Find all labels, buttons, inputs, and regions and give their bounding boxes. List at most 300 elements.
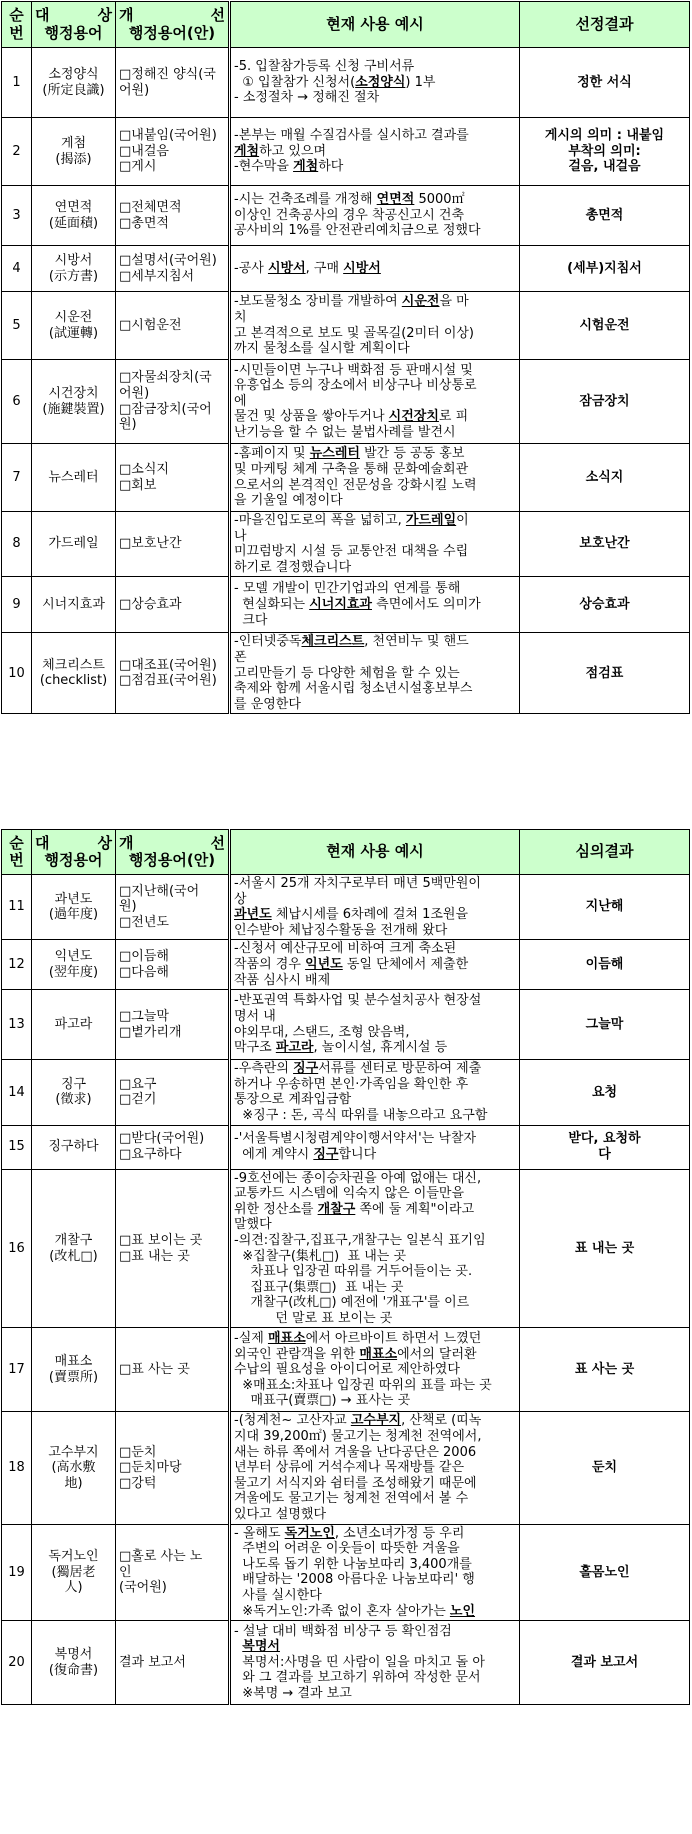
selection-result: 게시의 의미 : 내붙임 부착의 의미: 걸음, 내걸음 (520, 118, 690, 186)
selection-result: 이듬해 (520, 940, 690, 990)
usage-example-line (234, 1655, 516, 1671)
example-text: 에서의 달러환 (397, 1346, 477, 1362)
selection-result: 홀몸노인 (520, 1524, 690, 1621)
target-term-line: 연면적 (54, 199, 93, 215)
usage-example-line (234, 1445, 516, 1461)
target-term-line: 地) (64, 1475, 83, 1491)
usage-example (230, 1060, 520, 1125)
header-alt-line1: 개 선 (119, 833, 225, 852)
usage-example-line (234, 876, 516, 892)
row-number: 20 (2, 1621, 32, 1705)
target-term-line: 시운전 (54, 309, 93, 325)
example-text: ※복명 → 결과 보고 (234, 1686, 352, 1702)
table-row (2, 186, 690, 246)
example-text: 에게 계약시 (234, 1147, 314, 1163)
proposed-term (116, 118, 230, 186)
example-text: 복명서:사명을 띤 사람이 일을 마치고 돌 아 (234, 1654, 485, 1670)
usage-example-line (234, 1311, 516, 1327)
selection-result: 총면적 (520, 186, 690, 246)
example-text: 에 (234, 393, 247, 409)
example-text: - 모델 개발이 민간기업과의 연계를 통해 (234, 581, 461, 597)
target-term-line: 시건장치 (48, 385, 99, 401)
header-example: 현재 사용 예시 (230, 2, 520, 48)
target-term-line: 소정양식 (48, 66, 99, 82)
target-term-line: (試運轉) (48, 325, 99, 341)
row-number: 17 (2, 1328, 32, 1412)
header-term (32, 830, 116, 875)
example-text: 합니다 (338, 1147, 377, 1163)
header-term-line2: 행정용어 (44, 851, 103, 869)
usage-example (230, 577, 520, 633)
selection-result: 받다, 요청하 다 (520, 1125, 690, 1169)
target-term (32, 1621, 116, 1705)
example-text: 이 (456, 513, 469, 528)
example-text: 현실화되는 (234, 597, 310, 613)
proposed-term-line: □전년도 (119, 914, 169, 930)
proposed-term-line: □총면적 (119, 215, 169, 231)
term-table-1 (1, 1, 690, 714)
usage-example (230, 1125, 520, 1169)
proposed-term-line: □그늘막 (119, 1009, 169, 1025)
target-term-line: 고수부지 (48, 1444, 99, 1460)
proposed-term (116, 1060, 230, 1125)
table-row (2, 633, 690, 714)
proposed-term-line: 인 (119, 1564, 132, 1580)
example-text: -보도물청소 장비를 개발하여 (234, 294, 402, 310)
highlighted-term: 뉴스레터 (309, 446, 360, 462)
table-row (2, 360, 690, 444)
selection-result: 시험운전 (520, 292, 690, 360)
proposed-term (116, 1412, 230, 1524)
target-term-line: (checklist) (39, 673, 108, 689)
example-text: 발간 등 공동 홍보 (359, 446, 465, 462)
proposed-term-line: □대조표(국어원) (119, 657, 217, 673)
proposed-term-line: □보호난간 (119, 536, 182, 552)
usage-example (230, 118, 520, 186)
usage-example-line (234, 223, 516, 239)
proposed-term (116, 990, 230, 1060)
usage-example-line (234, 1378, 516, 1394)
target-term (32, 1169, 116, 1328)
target-term (32, 292, 116, 360)
table-row (2, 577, 690, 633)
usage-example (230, 1169, 520, 1328)
example-text: 년부터 상류에 거석수제나 목재방틀 같은 (234, 1460, 465, 1476)
proposed-term (116, 444, 230, 512)
example-text: 야외무대, 스탠드, 조형 앉음벽, (234, 1024, 410, 1040)
table-row (2, 48, 690, 118)
usage-example-line (234, 1061, 516, 1077)
table-row (2, 1524, 690, 1621)
proposed-term (116, 246, 230, 292)
example-text: 주변의 어려운 이웃들이 따뜻한 겨울을 (234, 1541, 460, 1557)
proposed-term-line: □게시 (119, 159, 157, 175)
usage-example-line (234, 1460, 516, 1476)
usage-example (230, 1621, 520, 1705)
selection-result: 점검표 (520, 633, 690, 714)
table-row (2, 292, 690, 360)
row-number: 7 (2, 444, 32, 512)
highlighted-term: 고수부지 (350, 1413, 402, 1429)
usage-example-line (234, 1639, 516, 1655)
usage-example-line (234, 128, 516, 144)
example-text: ① 입찰참가 신청서( (234, 74, 356, 90)
target-term-line: (賣票所) (48, 1369, 99, 1385)
target-term (32, 512, 116, 577)
example-text: 이상인 건축공사의 경우 착공신고시 건축 (234, 207, 465, 223)
header-row (2, 2, 690, 48)
header-term-line1: 대 상 (35, 6, 112, 25)
header-term-line1: 대 상 (35, 833, 112, 852)
usage-example-line (234, 1264, 516, 1280)
selection-result: 요청 (520, 1060, 690, 1125)
target-term-line: (改札□) (49, 1248, 98, 1264)
proposed-term-line: □잠금장치(국어 (119, 401, 212, 417)
highlighted-term: 시운전 (401, 294, 440, 310)
target-term-line: 익년도 (54, 949, 93, 965)
example-text: -마을진입도로의 폭을 넓히고, (234, 513, 406, 528)
proposed-term-line: □표 사는 곳 (119, 1362, 190, 1378)
selection-result: (세부)지침서 (520, 246, 690, 292)
table-row (2, 1328, 690, 1412)
example-text: 하거나 우송하면 본인·가족임을 확인한 후 (234, 1076, 469, 1092)
highlighted-term: 연면적 (376, 192, 415, 208)
highlighted-term: 소정양식 (355, 74, 406, 90)
proposed-term-line: □이듬해 (119, 949, 169, 965)
usage-example-line (234, 560, 516, 576)
example-text: 나 (234, 528, 247, 544)
target-term-line: 개찰구 (54, 1232, 93, 1248)
example-text: 고 본격적으로 보도 및 골목길(2미터 이상) (234, 325, 475, 341)
proposed-term-line: □받다(국어원) (119, 1131, 205, 1147)
usage-example-line (234, 1186, 516, 1202)
proposed-term-line: □둔치마당 (119, 1460, 182, 1476)
usage-example-line (234, 1588, 516, 1604)
example-text: ※징구 : 돈, 곡식 따위를 내놓으라고 요구함 (234, 1107, 488, 1123)
selection-result: 소식지 (520, 444, 690, 512)
example-text: 작품 심사시 배제 (234, 972, 331, 988)
proposed-term-line: □시험운전 (119, 317, 182, 333)
usage-example-line (234, 144, 516, 160)
proposed-term-line: □다음해 (119, 964, 169, 980)
usage-example-line (234, 697, 516, 713)
table-row (2, 512, 690, 577)
proposed-term-line: □내붙임(국어원) (119, 128, 217, 144)
proposed-term-line: □걷기 (119, 1092, 157, 1108)
proposed-term (116, 1328, 230, 1412)
table-row (2, 1412, 690, 1524)
proposed-term-line: 어원) (119, 82, 150, 98)
example-text: 상 (234, 891, 247, 907)
usage-example-line (234, 1295, 516, 1311)
usage-example (230, 292, 520, 360)
target-term-line: 매표소 (54, 1354, 93, 1370)
usage-example-line (234, 941, 516, 957)
header-term (32, 2, 116, 48)
example-text: 집표구(集票□) 표 내는 곳 (234, 1279, 404, 1295)
target-term-line: 과년도 (54, 891, 93, 907)
row-number: 6 (2, 360, 32, 444)
target-term (32, 990, 116, 1060)
usage-example-line (234, 192, 516, 208)
proposed-term-line: □홀로 사는 노 (119, 1549, 203, 1565)
example-text: 겨울에도 물고기는 청계천 전역에서 볼 수 (234, 1491, 469, 1507)
usage-example-line (234, 1347, 516, 1363)
example-text: -공사 (234, 260, 268, 276)
usage-example-line (234, 923, 516, 939)
highlighted-term: 시방서 (343, 260, 381, 276)
example-text: 물고기 서식지와 쉼터를 조성해왔기 때문에 (234, 1475, 477, 1491)
example-text: ※집찰구(集札□) 표 내는 곳 (234, 1248, 407, 1264)
header-alt-line2: 행정용어(안) (128, 23, 216, 42)
target-term-line: (獨居老 (51, 1564, 96, 1580)
selection-result: 상승효과 (520, 577, 690, 633)
highlighted-term: 노인 (449, 1603, 476, 1619)
highlighted-term: 파고라 (275, 1040, 314, 1056)
highlighted-term: 체크리스트 (301, 634, 365, 650)
usage-example-line (234, 1147, 516, 1163)
example-text: 로 피 (438, 409, 469, 425)
example-text: , 소년소녀가정 등 우리 (334, 1525, 465, 1541)
example-text: 을 기울일 예정이다 (234, 493, 343, 509)
example-text: 까지 물청소를 실시할 계획이다 (234, 341, 410, 357)
usage-example-line (234, 1670, 516, 1686)
proposed-term-line: □전체면적 (119, 199, 182, 215)
example-text: 매표구(賣票□) → 표사는 곳 (234, 1393, 411, 1409)
usage-example (230, 360, 520, 444)
highlighted-term: 과년도 (234, 907, 272, 923)
header-no: 순번 (2, 2, 32, 48)
header-alt (116, 2, 230, 48)
usage-example-line (234, 907, 516, 923)
usage-example-line (234, 394, 516, 410)
table-row (2, 1060, 690, 1125)
target-term (32, 360, 116, 444)
selection-result: 보호난간 (520, 512, 690, 577)
usage-example-line (234, 1108, 516, 1124)
proposed-term (116, 292, 230, 360)
usage-example-line (234, 1541, 516, 1557)
proposed-term-line: □표 보이는 곳 (119, 1232, 203, 1248)
proposed-term-line: □상승효과 (119, 597, 182, 613)
example-text: ※독거노인:가족 없이 혼자 살아가는 (234, 1603, 450, 1619)
target-term-line: 징구 (60, 1076, 87, 1092)
example-text: 막구조 (234, 1040, 276, 1056)
usage-example (230, 444, 520, 512)
usage-example-line (234, 378, 516, 394)
example-text: -홈페이지 및 (234, 446, 310, 462)
example-text: 크다 (234, 612, 268, 628)
table-row (2, 444, 690, 512)
term-table-2 (1, 829, 690, 1705)
usage-example-line (234, 446, 516, 462)
example-text: 난기능을 할 수 없는 불법사례를 발견시 (234, 424, 456, 440)
proposed-term (116, 48, 230, 118)
example-text: 미끄럼방지 시설 등 교통안전 대책을 수립 (234, 544, 469, 560)
proposed-term (116, 633, 230, 714)
row-number: 13 (2, 990, 32, 1060)
example-text: - 올해도 (234, 1525, 285, 1541)
target-term-line: 人) (64, 1580, 83, 1596)
proposed-term-line: □지난해(국어 (119, 883, 200, 899)
example-text: 에서 아르바이트 하면서 느꼈던 (305, 1330, 482, 1346)
target-term-line: (高水敷 (51, 1460, 96, 1476)
usage-example-line (234, 159, 516, 175)
usage-example (230, 990, 520, 1060)
example-text: 개찰구(改札□) 예전에 '개표구'를 이르 (234, 1295, 470, 1311)
selection-result: 그늘막 (520, 990, 690, 1060)
header-result: 심의결과 (520, 830, 690, 875)
usage-example-line (234, 1624, 516, 1640)
proposed-term-line: 원) (119, 417, 137, 433)
example-text: , 산책로 (띠녹 (401, 1413, 482, 1429)
example-text: 와 그 결과를 보고하기 위하여 작성한 문서 (234, 1670, 481, 1686)
usage-example (230, 1412, 520, 1524)
proposed-term (116, 940, 230, 990)
proposed-term-line: □설명서(국어원) (119, 252, 217, 268)
example-text: 을 마 (439, 294, 469, 310)
proposed-term-line: 어원) (119, 385, 150, 401)
selection-result: 결과 보고서 (520, 1621, 690, 1705)
row-number: 15 (2, 1125, 32, 1169)
example-text: 나도록 돕기 위한 나눔보따리 3,400개를 (234, 1556, 472, 1572)
row-number: 12 (2, 940, 32, 990)
usage-example-line (234, 1526, 516, 1542)
highlighted-term: 징구 (293, 1061, 319, 1077)
usage-example-line (234, 261, 516, 277)
usage-example-line (234, 1171, 516, 1187)
target-term (32, 1412, 116, 1524)
row-number: 8 (2, 512, 32, 577)
row-number: 1 (2, 48, 32, 118)
example-text: 배달하는 '2008 아름다운 나눔보따리' 행 (234, 1572, 475, 1588)
target-term-line: 파고라 (54, 1016, 93, 1032)
header-alt-line1: 개 선 (119, 6, 225, 25)
target-term-line: (揭添) (55, 151, 92, 167)
example-text: -인터넷중독 (234, 634, 302, 650)
proposed-term (116, 577, 230, 633)
target-term-line: (過年度) (48, 907, 99, 923)
example-text: -현수막을 (234, 159, 294, 175)
usage-example-line (234, 59, 516, 75)
example-text: 으로서의 본격적인 전문성을 강화시킬 노력 (234, 477, 477, 493)
usage-example-line (234, 462, 516, 478)
example-text: -본부는 매월 수질검사를 실시하고 결과를 (234, 128, 469, 144)
usage-example-line (234, 581, 516, 597)
usage-example (230, 186, 520, 246)
example-text: -시는 건축조례를 개정해 (234, 192, 377, 208)
selection-result: 표 사는 곳 (520, 1328, 690, 1412)
proposed-term-line: 원) (119, 899, 137, 915)
proposed-term-line: □내걸음 (119, 143, 169, 159)
example-text: 물건 및 상품을 쌓아두거나 (234, 409, 389, 425)
example-text: 사를 실시한다 (234, 1588, 322, 1603)
usage-example-line (234, 326, 516, 342)
header-term-line2: 행정용어 (44, 23, 103, 42)
usage-example-line (234, 1393, 516, 1409)
table-row (2, 1169, 690, 1328)
target-term-line: (復命書) (48, 1662, 99, 1678)
usage-example-line (234, 1280, 516, 1296)
example-text: 체납시세를 6차례에 걸쳐 1조원을 (271, 907, 469, 923)
target-term (32, 1125, 116, 1169)
target-term (32, 246, 116, 292)
header-alt (116, 830, 230, 875)
example-text: 수납의 필요성을 아이디어로 제안하였다 (234, 1362, 460, 1378)
target-term-line: (延面積) (48, 215, 99, 231)
usage-example-line (234, 650, 516, 666)
target-term-line: (翌年度) (48, 964, 99, 980)
header-row (2, 830, 690, 875)
usage-example-line (234, 1476, 516, 1492)
usage-example-line (234, 1413, 516, 1429)
example-text: 하고 있으며 (259, 143, 327, 159)
usage-example-line (234, 544, 516, 560)
example-text: -'서울특별시청렴계약이행서약서'는 낙찰자 (234, 1131, 477, 1147)
proposed-term-line: □요구 (119, 1076, 157, 1092)
example-text: -우측란의 (234, 1061, 294, 1077)
usage-example-line (234, 1040, 516, 1056)
header-example: 현재 사용 예시 (230, 830, 520, 875)
header-alt-line2: 행정용어(안) (128, 851, 216, 869)
proposed-term-line: □표 내는 곳 (119, 1248, 190, 1264)
example-text: 작품의 경우 (234, 956, 306, 972)
table-row (2, 1125, 690, 1169)
highlighted-term: 시너지효과 (309, 597, 372, 613)
example-text: 위한 정산소를 (234, 1201, 318, 1217)
proposed-term (116, 1621, 230, 1705)
usage-example-line (234, 409, 516, 425)
usage-example (230, 1328, 520, 1412)
highlighted-term: 게첨 (234, 143, 260, 159)
target-term (32, 1060, 116, 1125)
usage-example-line (234, 529, 516, 545)
usage-example-line (234, 957, 516, 973)
usage-example-line (234, 1131, 516, 1147)
example-text: 하다 (318, 159, 344, 175)
proposed-term-line: □세부지침서 (119, 268, 195, 284)
proposed-term (116, 1524, 230, 1621)
target-term-line: 게첨 (60, 135, 87, 151)
target-term (32, 444, 116, 512)
example-text: -9호선에는 종이승차권을 아예 없애는 대신, (234, 1170, 482, 1186)
usage-example-line (234, 341, 516, 357)
highlighted-term: 개찰구 (317, 1201, 356, 1217)
row-number: 14 (2, 1060, 32, 1125)
proposed-term-line: (국어원) (119, 1580, 167, 1596)
usage-example-line (234, 208, 516, 224)
target-term-line: 독거노인 (48, 1549, 99, 1565)
usage-example-line (234, 1362, 516, 1378)
usage-example (230, 246, 520, 292)
highlighted-term: 복명서 (242, 1639, 280, 1655)
row-number: 2 (2, 118, 32, 186)
usage-example-line (234, 1233, 516, 1249)
target-term-line: 징구하다 (48, 1139, 99, 1155)
example-text: 5000㎡ (414, 192, 465, 208)
usage-example-line (234, 1025, 516, 1041)
example-text: 던 말로 표 보이는 곳 (234, 1310, 393, 1326)
target-term (32, 940, 116, 990)
proposed-term-line: □강턱 (119, 1475, 157, 1491)
table-row (2, 940, 690, 990)
usage-example-line (234, 1557, 516, 1573)
usage-example-line (234, 1604, 516, 1620)
example-text: - 설날 대비 백화점 비상구 등 확인점검 (234, 1623, 452, 1639)
example-text: 고리만들기 등 다양한 체험을 할 수 있는 (234, 665, 460, 681)
target-term-line: (示方書) (48, 268, 99, 284)
example-text: - 소정절차 → 정해진 절차 (234, 90, 380, 106)
